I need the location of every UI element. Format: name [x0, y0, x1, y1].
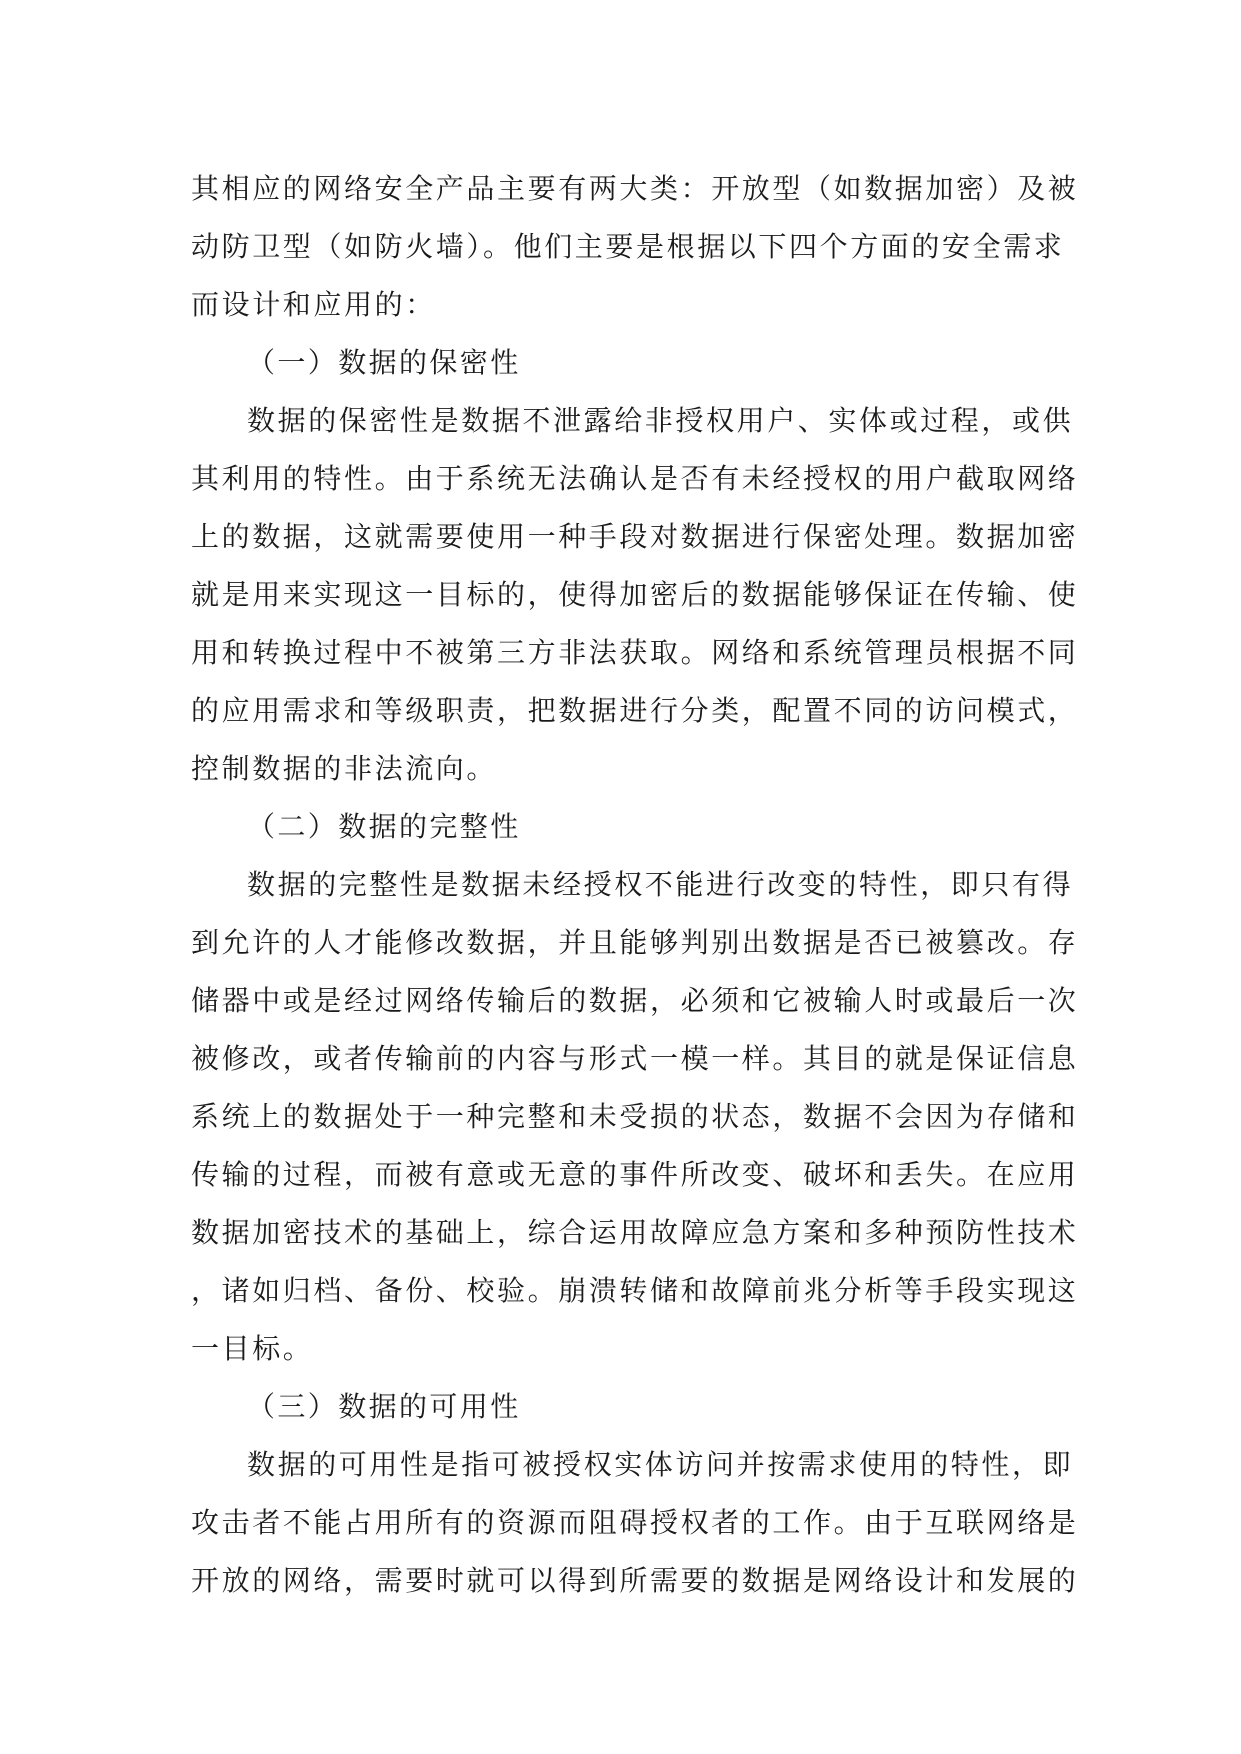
section-heading: （一）数据的保密性 [247, 346, 521, 379]
paragraph-line: 数据的保密性是数据不泄露给非授权用户、实体或过程，或供 [247, 404, 1074, 437]
paragraph-line: 控制数据的非法流向。 [191, 752, 498, 785]
paragraph-line: 其利用的特性。由于系统无法确认是否有未经授权的用户截取网络 [191, 462, 1079, 495]
paragraph-line: 被修改，或者传输前的内容与形式一模一样。其目的就是保证信息 [191, 1042, 1079, 1075]
paragraph-line: 传输的过程，而被有意或无意的事件所改变、破坏和丢失。在应用 [191, 1158, 1079, 1191]
paragraph-line: 的应用需求和等级职责，把数据进行分类，配置不同的访问模式， [191, 694, 1079, 727]
paragraph-line: 动防卫型（如防火墙）。他们主要是根据以下四个方面的安全需求 [191, 230, 1065, 263]
paragraph-line: 用和转换过程中不被第三方非法获取。网络和系统管理员根据不同 [191, 636, 1079, 669]
paragraph-line: 数据的完整性是数据未经授权不能进行改变的特性，即只有得 [247, 868, 1074, 901]
paragraph-line: 系统上的数据处于一种完整和未受损的状态，数据不会因为存储和 [191, 1100, 1079, 1133]
paragraph-line: 攻击者不能占用所有的资源而阻碍授权者的工作。由于互联网络是 [191, 1506, 1079, 1539]
intro-paragraph [191, 160, 1079, 334]
paragraph-line: 上的数据，这就需要使用一种手段对数据进行保密处理。数据加密 [191, 520, 1079, 553]
paragraph-line: 其相应的网络安全产品主要有两大类：开放型（如数据加密）及被 [191, 172, 1079, 205]
paragraph-line: 储器中或是经过网络传输后的数据，必须和它被输人时或最后一次 [191, 984, 1079, 1017]
section-heading: （三）数据的可用性 [247, 1390, 521, 1423]
paragraph-line: 开放的网络，需要时就可以得到所需要的数据是网络设计和发展的 [191, 1564, 1079, 1597]
paragraph-line: 数据的可用性是指可被授权实体访问并按需求使用的特性，即 [247, 1448, 1074, 1481]
paragraph-line: 就是用来实现这一目标的，使得加密后的数据能够保证在传输、使 [191, 578, 1079, 611]
paragraph-line: 而设计和应用的： [191, 288, 436, 321]
section-integrity [191, 798, 1079, 1378]
section-confidentiality [191, 334, 1079, 798]
paragraph-line: 数据加密技术的基础上，综合运用故障应急方案和多种预防性技术 [191, 1216, 1079, 1249]
paragraph-line: 一目标。 [191, 1332, 314, 1365]
section-heading: （二）数据的完整性 [247, 810, 521, 843]
paragraph-line: 到允许的人才能修改数据，并且能够判别出数据是否已被篡改。存 [191, 926, 1079, 959]
document-body [191, 160, 1079, 1610]
paragraph-line: ，诸如归档、备份、校验。崩溃转储和故障前兆分析等手段实现这 [191, 1274, 1079, 1307]
section-availability [191, 1378, 1079, 1610]
